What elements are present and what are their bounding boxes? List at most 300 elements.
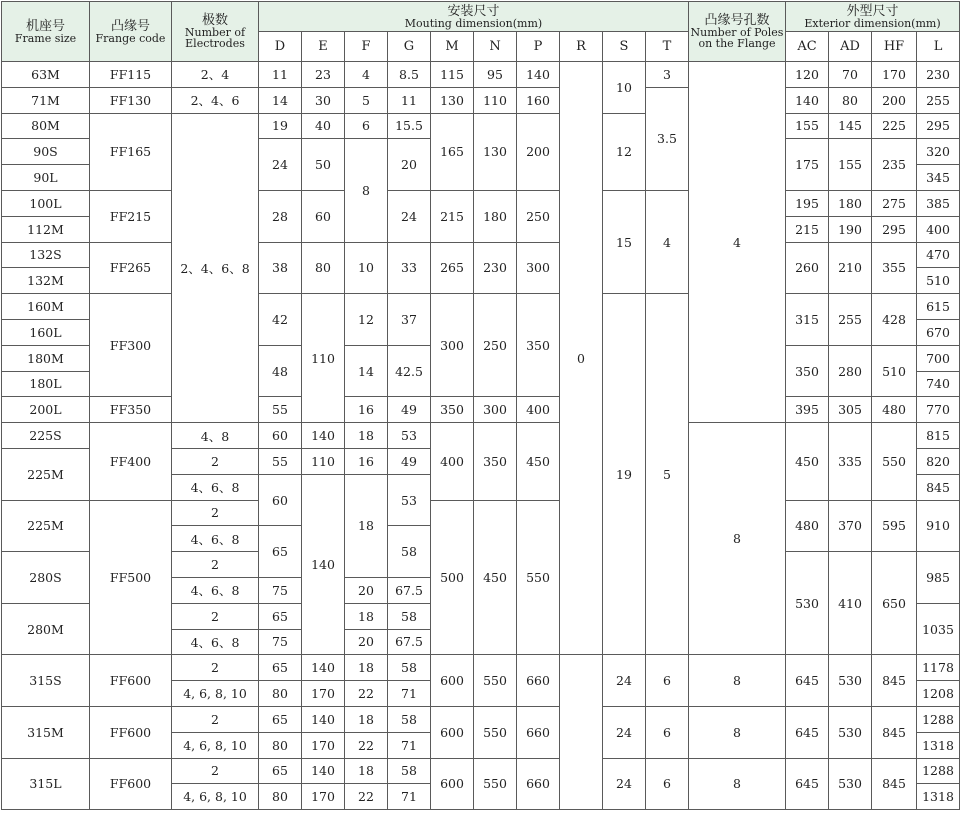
cell-l: 1318: [917, 732, 960, 758]
table-row: [2, 397, 960, 423]
cell-ac: 155: [786, 113, 829, 139]
cell-n: 550: [474, 758, 517, 810]
cell-g: 20: [388, 139, 431, 191]
cell-f: 16: [345, 397, 388, 423]
cell-l: 470: [917, 242, 960, 268]
cell-p: 140: [517, 62, 560, 88]
cell-hf: 295: [872, 216, 917, 242]
cell-p: 160: [517, 87, 560, 113]
cell-poles: 2、4、6: [172, 87, 259, 113]
cell-n: 130: [474, 113, 517, 190]
cell-poles: 4, 6, 8, 10: [172, 784, 259, 810]
cell-frange-code: FF400: [90, 423, 172, 500]
cell-g: 8.5: [388, 62, 431, 88]
cell-ad: 530: [829, 706, 872, 758]
header-poles-cn: 极数: [201, 13, 228, 28]
cell-l: 345: [917, 165, 960, 191]
cell-p: 300: [517, 242, 560, 294]
cell-hf: 510: [872, 345, 917, 397]
cell-poles: 2: [172, 655, 259, 681]
cell-n: 350: [474, 423, 517, 500]
cell-frange-code: FF115: [90, 62, 172, 88]
cell-e: 140: [302, 655, 345, 681]
cell-e: 170: [302, 732, 345, 758]
cell-poles: 4、6、8: [172, 526, 259, 552]
cell-t: 4: [646, 190, 689, 293]
cell-l: 1288: [917, 706, 960, 732]
cell-d: 48: [259, 345, 302, 397]
table-row: [2, 758, 960, 784]
cell-f: 6: [345, 113, 388, 139]
cell-n: 110: [474, 87, 517, 113]
cell-f: 20: [345, 629, 388, 655]
header-mounting: [259, 2, 689, 32]
cell-d: 80: [259, 784, 302, 810]
cell-m: 165: [431, 113, 474, 190]
col-header-l: L: [917, 32, 960, 62]
cell-s: 12: [603, 113, 646, 190]
header-poles: [172, 2, 259, 62]
cell-d: 80: [259, 732, 302, 758]
cell-frange-code: FF350: [90, 397, 172, 423]
header-frange-code-cn: 凸缘号: [110, 18, 150, 34]
cell-g: 24: [388, 190, 431, 242]
cell-l: 255: [917, 87, 960, 113]
cell-hf: 200: [872, 87, 917, 113]
cell-frange-code: FF500: [90, 500, 172, 655]
cell-ad: 305: [829, 397, 872, 423]
cell-ac: 530: [786, 552, 829, 655]
cell-hf: 550: [872, 423, 917, 500]
cell-frame-size: 71M: [2, 87, 90, 113]
cell-hf: 275: [872, 190, 917, 216]
cell-m: 265: [431, 242, 474, 294]
cell-hf: 428: [872, 294, 917, 346]
cell-frame-size: 280M: [2, 603, 90, 655]
cell-l: 1288: [917, 758, 960, 784]
col-header-p: P: [517, 32, 560, 62]
cell-ad: 80: [829, 87, 872, 113]
cell-f: 22: [345, 732, 388, 758]
cell-ad: 530: [829, 655, 872, 707]
cell-s: 19: [603, 294, 646, 655]
cell-e: 110: [302, 448, 345, 474]
col-header-n: N: [474, 32, 517, 62]
cell-p: 660: [517, 758, 560, 810]
cell-hf: 845: [872, 758, 917, 810]
cell-d: 24: [259, 139, 302, 191]
cell-d: 65: [259, 603, 302, 629]
cell-ac: 645: [786, 758, 829, 810]
cell-poles: 4, 6, 8, 10: [172, 681, 259, 707]
cell-l: 820: [917, 448, 960, 474]
cell-p: 250: [517, 190, 560, 242]
cell-n: 550: [474, 655, 517, 707]
header-frange-code-en: Frange code: [95, 31, 166, 45]
cell-ad: 255: [829, 294, 872, 346]
cell-l: 400: [917, 216, 960, 242]
cell-l: 1208: [917, 681, 960, 707]
cell-hf: 225: [872, 113, 917, 139]
table-row: [2, 190, 960, 216]
cell-hf: 595: [872, 500, 917, 552]
cell-frame-size: 180M: [2, 345, 90, 371]
cell-n: 550: [474, 706, 517, 758]
cell-p: 400: [517, 397, 560, 423]
cell-d: 60: [259, 474, 302, 526]
cell-frame-size: 100L: [2, 190, 90, 216]
cell-p: 200: [517, 113, 560, 190]
cell-ad: 70: [829, 62, 872, 88]
cell-f: 18: [345, 758, 388, 784]
cell-g: 42.5: [388, 345, 431, 397]
cell-s: 15: [603, 190, 646, 293]
cell-l: 510: [917, 268, 960, 294]
cell-frame-size: 132M: [2, 268, 90, 294]
cell-flange-holes: 8: [689, 423, 786, 655]
cell-ad: 210: [829, 242, 872, 294]
cell-frange-code: FF165: [90, 113, 172, 190]
cell-flange-holes: 8: [689, 655, 786, 707]
cell-m: 500: [431, 500, 474, 655]
col-header-e: E: [302, 32, 345, 62]
header-poles-en: Number of Electrodes: [184, 26, 246, 50]
header-exterior: [786, 2, 960, 32]
cell-poles: 4、6、8: [172, 474, 259, 500]
cell-ac: 645: [786, 706, 829, 758]
cell-hf: 845: [872, 655, 917, 707]
cell-n: 230: [474, 242, 517, 294]
cell-hf: 355: [872, 242, 917, 294]
cell-d: 65: [259, 758, 302, 784]
cell-g: 49: [388, 448, 431, 474]
cell-frame-size: 225M: [2, 500, 90, 552]
cell-l: 670: [917, 319, 960, 345]
cell-f: 14: [345, 345, 388, 397]
cell-frange-code: FF600: [90, 655, 172, 707]
cell-hf: 170: [872, 62, 917, 88]
cell-ac: 215: [786, 216, 829, 242]
cell-g: 53: [388, 474, 431, 526]
cell-e: 50: [302, 139, 345, 191]
cell-poles: 2: [172, 758, 259, 784]
cell-r: 0: [560, 62, 603, 655]
cell-n: 300: [474, 397, 517, 423]
cell-p: 660: [517, 655, 560, 707]
cell-ad: 530: [829, 758, 872, 810]
cell-g: 67.5: [388, 629, 431, 655]
cell-f: 20: [345, 577, 388, 603]
cell-frame-size: 280S: [2, 552, 90, 604]
header-frame-size-cn: 机座号: [25, 18, 65, 34]
cell-n: 95: [474, 62, 517, 88]
cell-t: 6: [646, 758, 689, 810]
cell-poles: 4, 6, 8, 10: [172, 732, 259, 758]
header-flange-holes-cn: 凸缘号孔数: [704, 13, 770, 28]
cell-d: 80: [259, 681, 302, 707]
cell-e: 23: [302, 62, 345, 88]
cell-ac: 645: [786, 655, 829, 707]
cell-l: 615: [917, 294, 960, 320]
cell-e: 110: [302, 294, 345, 423]
cell-d: 60: [259, 423, 302, 449]
cell-l: 295: [917, 113, 960, 139]
cell-frame-size: 315L: [2, 758, 90, 810]
col-header-s: S: [603, 32, 646, 62]
col-header-m: M: [431, 32, 474, 62]
cell-d: 14: [259, 87, 302, 113]
cell-f: 18: [345, 474, 388, 577]
cell-ad: 145: [829, 113, 872, 139]
header-frame-size: [2, 2, 90, 62]
cell-d: 65: [259, 706, 302, 732]
table-row: [2, 423, 960, 449]
cell-g: 37: [388, 294, 431, 346]
cell-e: 40: [302, 113, 345, 139]
cell-poles: 4、6、8: [172, 577, 259, 603]
cell-frame-size: 132S: [2, 242, 90, 268]
cell-m: 130: [431, 87, 474, 113]
cell-frame-size: 80M: [2, 113, 90, 139]
cell-f: 12: [345, 294, 388, 346]
col-header-f: F: [345, 32, 388, 62]
cell-ac: 175: [786, 139, 829, 191]
cell-ad: 180: [829, 190, 872, 216]
cell-ad: 410: [829, 552, 872, 655]
table-row: [2, 62, 960, 88]
cell-hf: 480: [872, 397, 917, 423]
cell-m: 600: [431, 655, 474, 707]
cell-s: 10: [603, 62, 646, 114]
cell-frange-code: FF600: [90, 706, 172, 758]
cell-frame-size: 200L: [2, 397, 90, 423]
cell-t: 6: [646, 706, 689, 758]
cell-poles: 2、4: [172, 62, 259, 88]
cell-e: 140: [302, 474, 345, 655]
cell-f: 5: [345, 87, 388, 113]
cell-ac: 480: [786, 500, 829, 552]
cell-g: 33: [388, 242, 431, 294]
table-row: [2, 87, 960, 113]
cell-t: 5: [646, 294, 689, 655]
cell-l: 740: [917, 371, 960, 397]
cell-d: 65: [259, 655, 302, 681]
col-header-d: D: [259, 32, 302, 62]
cell-s: 24: [603, 655, 646, 707]
cell-t: 3: [646, 62, 689, 88]
cell-f: 10: [345, 242, 388, 294]
cell-f: 22: [345, 681, 388, 707]
cell-ad: 370: [829, 500, 872, 552]
cell-flange-holes: 4: [689, 62, 786, 423]
table-row: [2, 706, 960, 732]
cell-hf: 845: [872, 706, 917, 758]
header-mounting-en: Mouting dimension(mm): [404, 16, 543, 30]
cell-g: 58: [388, 526, 431, 578]
cell-e: 170: [302, 784, 345, 810]
header-exterior-en: Exterior dimension(mm): [804, 16, 941, 30]
cell-m: 400: [431, 423, 474, 500]
cell-frame-size: 315M: [2, 706, 90, 758]
cell-g: 58: [388, 655, 431, 681]
cell-frame-size: 90L: [2, 165, 90, 191]
cell-g: 67.5: [388, 577, 431, 603]
cell-l: 320: [917, 139, 960, 165]
cell-m: 600: [431, 706, 474, 758]
cell-f: 18: [345, 706, 388, 732]
cell-d: 55: [259, 397, 302, 423]
cell-ac: 395: [786, 397, 829, 423]
table-row: [2, 655, 960, 681]
cell-s: 24: [603, 706, 646, 758]
cell-g: 49: [388, 397, 431, 423]
cell-l: 385: [917, 190, 960, 216]
cell-e: 60: [302, 190, 345, 242]
cell-f: 22: [345, 784, 388, 810]
cell-g: 15.5: [388, 113, 431, 139]
cell-frame-size: 180L: [2, 371, 90, 397]
cell-frame-size: 63M: [2, 62, 90, 88]
cell-frange-code: FF130: [90, 87, 172, 113]
table-row: [2, 294, 960, 320]
cell-d: 19: [259, 113, 302, 139]
cell-poles: 2: [172, 706, 259, 732]
cell-s: 24: [603, 758, 646, 810]
cell-poles: 2: [172, 603, 259, 629]
cell-d: 38: [259, 242, 302, 294]
cell-frame-size: 225S: [2, 423, 90, 449]
cell-ad: 155: [829, 139, 872, 191]
cell-f: 8: [345, 139, 388, 242]
cell-poles: 2、4、6、8: [172, 113, 259, 423]
col-header-ac: AC: [786, 32, 829, 62]
cell-f: 16: [345, 448, 388, 474]
cell-frange-code: FF265: [90, 242, 172, 294]
cell-ac: 120: [786, 62, 829, 88]
cell-poles: 2: [172, 552, 259, 578]
cell-poles: 2: [172, 500, 259, 526]
dimension-table: [1, 1, 960, 810]
cell-d: 11: [259, 62, 302, 88]
cell-ac: 450: [786, 423, 829, 500]
col-header-r: R: [560, 32, 603, 62]
col-header-ad: AD: [829, 32, 872, 62]
cell-g: 71: [388, 732, 431, 758]
cell-g: 58: [388, 603, 431, 629]
cell-t: 3.5: [646, 87, 689, 190]
cell-g: 53: [388, 423, 431, 449]
cell-g: 58: [388, 706, 431, 732]
cell-poles: 2: [172, 448, 259, 474]
cell-p: 350: [517, 294, 560, 397]
cell-n: 180: [474, 190, 517, 242]
cell-p: 450: [517, 423, 560, 500]
cell-l: 985: [917, 552, 960, 604]
cell-ad: 190: [829, 216, 872, 242]
header-frame-size-en: Frame size: [14, 31, 77, 45]
header-frange-code: [90, 2, 172, 62]
cell-p: 550: [517, 500, 560, 655]
cell-ad: 280: [829, 345, 872, 397]
cell-poles: 4、8: [172, 423, 259, 449]
cell-n: 450: [474, 500, 517, 655]
cell-f: 18: [345, 423, 388, 449]
cell-hf: 650: [872, 552, 917, 655]
cell-r-lower: [560, 655, 603, 810]
col-header-g: G: [388, 32, 431, 62]
cell-ac: 350: [786, 345, 829, 397]
cell-poles: 4、6、8: [172, 629, 259, 655]
cell-t: 6: [646, 655, 689, 707]
cell-e: 140: [302, 706, 345, 732]
cell-d: 65: [259, 526, 302, 578]
cell-frame-size: 160L: [2, 319, 90, 345]
cell-l: 700: [917, 345, 960, 371]
cell-m: 600: [431, 758, 474, 810]
cell-g: 71: [388, 784, 431, 810]
cell-e: 140: [302, 423, 345, 449]
cell-frame-size: 90S: [2, 139, 90, 165]
cell-frange-code: FF300: [90, 294, 172, 397]
cell-d: 75: [259, 629, 302, 655]
cell-l: 770: [917, 397, 960, 423]
cell-l: 910: [917, 500, 960, 552]
cell-ac: 315: [786, 294, 829, 346]
header-exterior-cn: 外型尺寸: [846, 3, 899, 19]
table-row: [2, 242, 960, 268]
cell-l: 845: [917, 474, 960, 500]
cell-g: 71: [388, 681, 431, 707]
header-flange-holes: [689, 2, 786, 62]
cell-p: 660: [517, 706, 560, 758]
cell-ac: 195: [786, 190, 829, 216]
table-row: [2, 500, 960, 526]
cell-l: 1035: [917, 603, 960, 655]
table-row: [2, 113, 960, 139]
cell-flange-holes: 8: [689, 706, 786, 758]
cell-n: 250: [474, 294, 517, 397]
cell-ac: 260: [786, 242, 829, 294]
cell-l: 815: [917, 423, 960, 449]
cell-frame-size: 315S: [2, 655, 90, 707]
cell-g: 58: [388, 758, 431, 784]
cell-frame-size: 160M: [2, 294, 90, 320]
cell-l: 1178: [917, 655, 960, 681]
header-flange-holes-en: Number of Poles on the Flange: [690, 26, 784, 50]
cell-m: 115: [431, 62, 474, 88]
cell-f: 18: [345, 655, 388, 681]
cell-e: 80: [302, 242, 345, 294]
cell-flange-holes: 8: [689, 758, 786, 810]
col-header-t: T: [646, 32, 689, 62]
cell-frange-code: FF215: [90, 190, 172, 242]
cell-e: 170: [302, 681, 345, 707]
col-header-hf: HF: [872, 32, 917, 62]
cell-ac: 140: [786, 87, 829, 113]
cell-hf: 235: [872, 139, 917, 191]
cell-frame-size: 225M: [2, 448, 90, 500]
cell-d: 28: [259, 190, 302, 242]
cell-e: 30: [302, 87, 345, 113]
cell-e: 140: [302, 758, 345, 784]
cell-d: 55: [259, 448, 302, 474]
cell-l: 230: [917, 62, 960, 88]
header-mounting-cn: 安装尺寸: [447, 3, 500, 19]
cell-ad: 335: [829, 423, 872, 500]
cell-frange-code: FF600: [90, 758, 172, 810]
cell-frame-size: 112M: [2, 216, 90, 242]
cell-g: 11: [388, 87, 431, 113]
